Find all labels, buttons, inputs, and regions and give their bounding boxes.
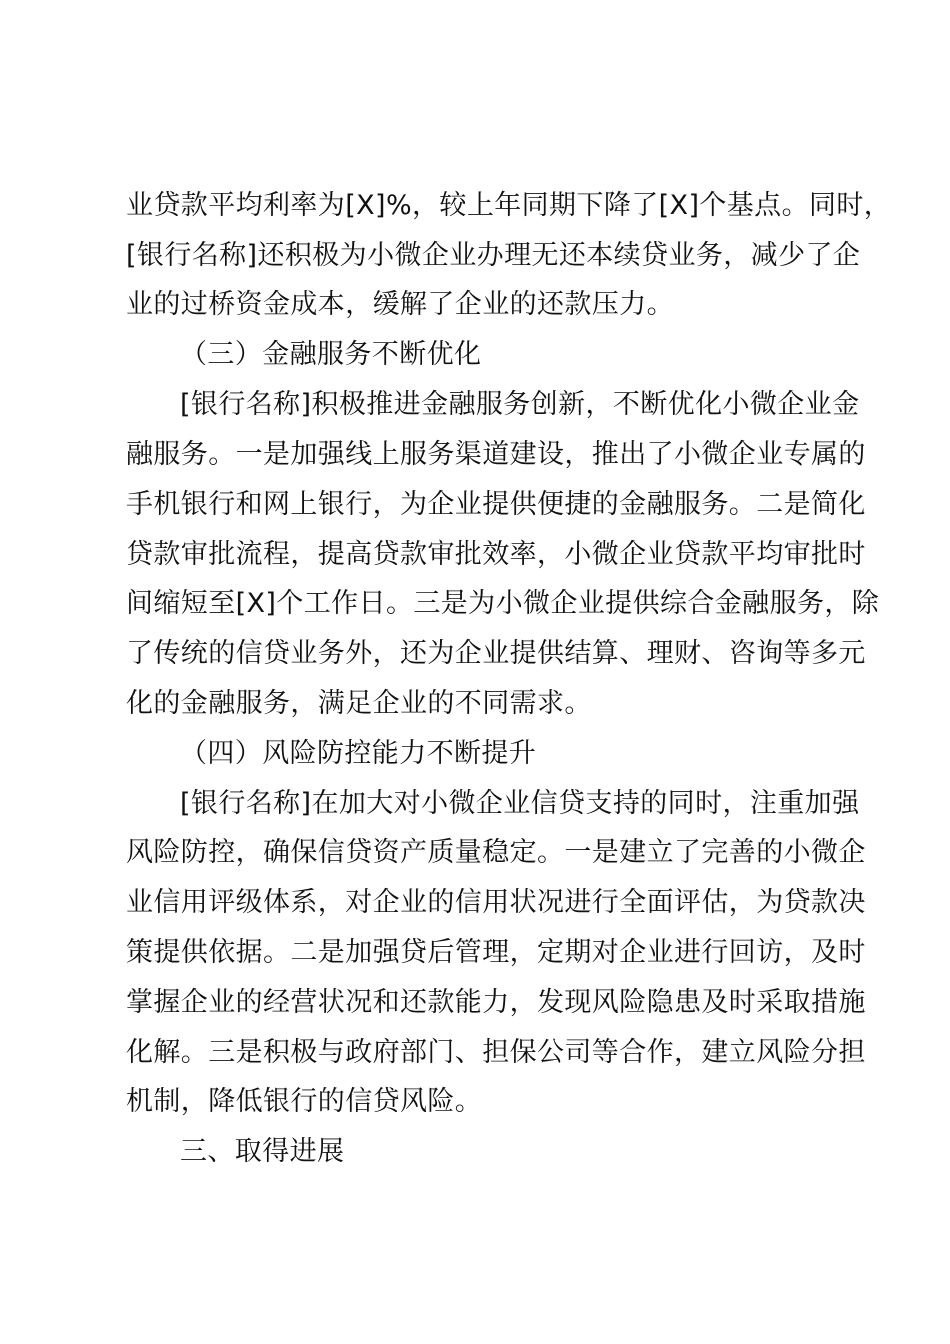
text-line: [银行名称]还积极为小微企业办理无还本续贷业务，减少了企 — [126, 240, 861, 271]
text-line: 策提供依据。二是加强贷后管理，定期对企业进行回访，及时 — [126, 937, 866, 968]
text-line: 化的金融服务，满足企业的不同需求。 — [126, 688, 592, 719]
text-line: 业的过桥资金成本，缓解了企业的还款压力。 — [126, 289, 674, 320]
text-line: 机制，降低银行的信贷风险。 — [126, 1086, 483, 1117]
paragraph-first-line: [银行名称]在加大对小微企业信贷支持的同时，注重加强 — [180, 788, 860, 819]
text-line: 业贷款平均利率为[X]%，较上年同期下降了[X]个基点。同时， — [126, 190, 892, 221]
text-line: 风险防控，确保信贷资产质量稳定。一是建立了完善的小微企 — [126, 837, 866, 868]
text-line: 化解。三是积极与政府部门、担保公司等合作，建立风险分担 — [126, 1037, 866, 1068]
text-line: 融服务。一是加强线上服务渠道建设，推出了小微企业专属的 — [126, 439, 866, 470]
section-heading: （三）金融服务不断优化 — [180, 339, 482, 370]
text-line: 了传统的信贷业务外，还为企业提供结算、理财、咨询等多元 — [126, 638, 866, 669]
text-line: 间缩短至[X]个工作日。三是为小微企业提供综合金融服务，除 — [126, 588, 880, 619]
paragraph-first-line: [银行名称]积极推进金融服务创新，不断优化小微企业金 — [180, 389, 860, 420]
text-line: 业信用评级体系，对企业的信用状况进行全面评估，为贷款决 — [126, 887, 866, 918]
text-line: 手机银行和网上银行，为企业提供便捷的金融服务。二是简化 — [126, 489, 866, 520]
text-line: 掌握企业的经营状况和还款能力，发现风险隐患及时采取措施 — [126, 987, 866, 1018]
chapter-heading: 三、取得进展 — [180, 1136, 345, 1167]
section-heading: （四）风险防控能力不断提升 — [180, 738, 537, 769]
text-line: 贷款审批流程，提高贷款审批效率，小微企业贷款平均审批时 — [126, 539, 866, 570]
